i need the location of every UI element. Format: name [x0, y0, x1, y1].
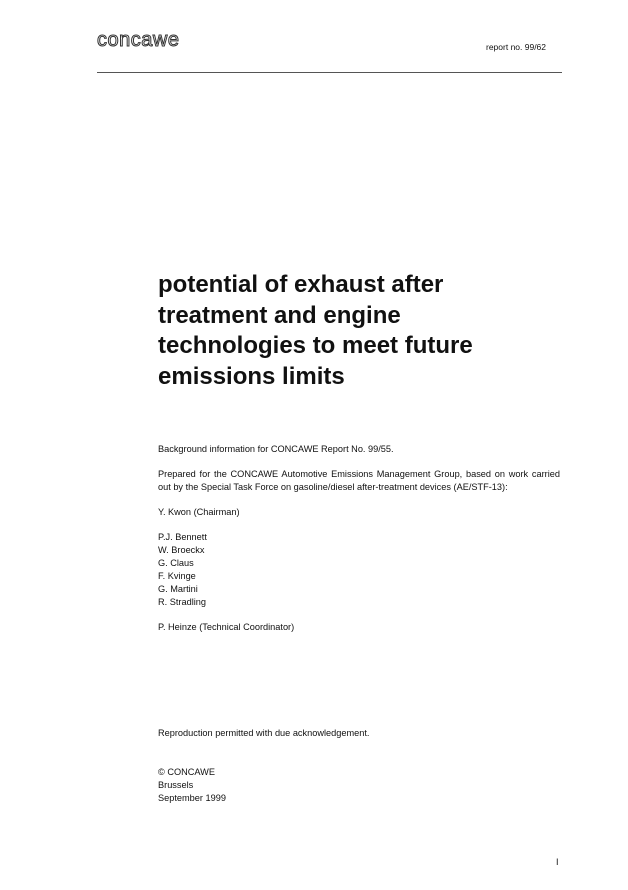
- member-name: W. Broeckx: [158, 545, 205, 555]
- reproduction-notice: Reproduction permitted with due acknowledgement.: [158, 728, 370, 738]
- member-name: F. Kvinge: [158, 571, 196, 581]
- chairman-name: Y. Kwon (Chairman): [158, 507, 240, 517]
- member-list: [158, 531, 560, 609]
- publication-footer: [158, 766, 226, 805]
- report-number: report no. 99/62: [486, 42, 547, 52]
- header-divider: [97, 72, 562, 73]
- document-body: [158, 443, 560, 634]
- background-info: Background information for CONCAWE Report No. 99/55.: [158, 444, 394, 454]
- copyright-line: © CONCAWE: [158, 767, 215, 777]
- prepared-by-statement: Prepared for the CONCAWE Automotive Emissions Management Group, based on work carried out by the Special Task Force on gasoline/diesel after-treatment devices (AE/STF-13):: [158, 469, 560, 492]
- publication-city: Brussels: [158, 780, 194, 790]
- technical-coordinator: P. Heinze (Technical Coordinator): [158, 622, 295, 632]
- document-title: potential of exhaust after treatment and engine technologies to meet future emissions limits: [158, 271, 473, 390]
- member-name: G. Martini: [158, 584, 198, 594]
- publication-date: September 1999: [158, 793, 226, 803]
- concawe-logo: concawe: [97, 29, 180, 51]
- page-number: I: [556, 857, 559, 867]
- member-name: P.J. Bennett: [158, 532, 207, 542]
- member-name: R. Stradling: [158, 597, 207, 607]
- member-name: G. Claus: [158, 558, 194, 568]
